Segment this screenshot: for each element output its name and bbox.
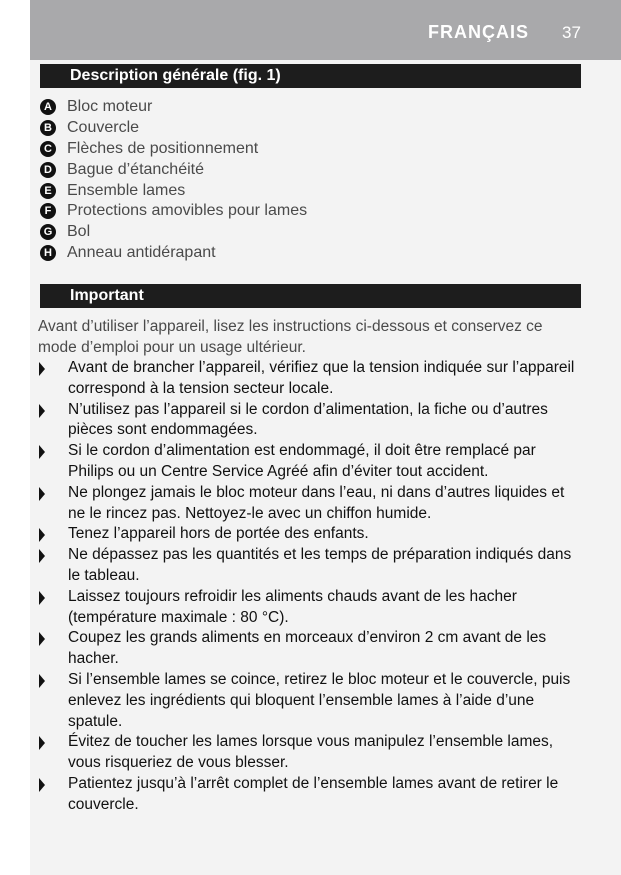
page-number: 37 <box>562 23 581 42</box>
bullet-text: Si l’ensemble lames se coince, retirez le bloc moteur et le couvercle, puis enlevez les ingrédients qui bloquent l’ensemble lames à l’aide d’une spatule. <box>68 670 571 730</box>
bullet-arrow-icon <box>39 362 45 376</box>
part-label: Couvercle <box>67 119 140 137</box>
bullet-text: Avant de brancher l’appareil, vérifiez que la tension indiquée sur l’appareil correspond à la tension secteur locale. <box>68 359 575 397</box>
list-item <box>38 670 583 732</box>
list-item <box>40 222 307 243</box>
list-item <box>40 97 307 118</box>
language-label: FRANÇAIS <box>428 22 529 42</box>
bullet-text: Tenez l’appareil hors de portée des enfants. <box>68 525 369 543</box>
letter-badge-icon: E <box>40 183 56 199</box>
letter-badge-icon: B <box>40 120 56 136</box>
part-label: Bol <box>67 223 91 241</box>
bullet-arrow-icon <box>39 487 45 501</box>
intro-paragraph: Avant d’utiliser l’appareil, lisez les instructions ci-dessous et conservez ce mode d’emploi pour un usage ultérieur. <box>38 318 543 356</box>
list-item <box>38 441 583 483</box>
list-item <box>38 587 583 629</box>
list-item <box>40 159 307 180</box>
letter-badge-icon: C <box>40 141 56 157</box>
bullet-arrow-icon <box>39 674 45 688</box>
letter-badge-icon: H <box>40 245 56 261</box>
bullet-text: Patientez jusqu’à l’arrêt complet de l’ensemble lames avant de retirer le couvercle. <box>68 774 559 813</box>
list-item <box>38 628 583 670</box>
safety-bullet-list <box>38 358 583 816</box>
list-item <box>38 545 583 587</box>
list-item <box>38 400 583 442</box>
bullet-arrow-icon <box>39 632 45 646</box>
bullet-text: Ne dépassez pas les quantités et les temps de préparation indiqués dans le tableau. <box>68 546 572 584</box>
bullet-text: Laissez toujours refroidir les aliments chauds avant de les hacher (température maximale : 80 °C). <box>68 587 517 626</box>
bullet-arrow-icon <box>39 778 45 792</box>
list-item <box>40 139 307 160</box>
bullet-arrow-icon <box>39 549 45 563</box>
letter-badge-icon: F <box>40 203 56 219</box>
part-label: Protections amovibles pour lames <box>67 202 308 220</box>
list-item <box>38 524 583 545</box>
list-item <box>40 180 307 201</box>
section-title-important: Important <box>40 284 581 308</box>
part-label: Anneau antidérapant <box>67 243 216 261</box>
bullet-arrow-icon <box>39 445 45 459</box>
bullet-text: N’utilisez pas l’appareil si le cordon d’alimentation, la fiche ou d’autres pièces sont endommagées. <box>68 400 548 439</box>
parts-list <box>40 97 307 263</box>
list-item <box>38 358 583 400</box>
letter-badge-icon: D <box>40 162 56 178</box>
header-margin <box>0 0 30 60</box>
bullet-arrow-icon <box>39 736 45 750</box>
bullet-arrow-icon <box>39 404 45 418</box>
letter-badge-icon: A <box>40 99 56 115</box>
list-item <box>38 483 583 525</box>
bullet-text: Ne plongez jamais le bloc moteur dans l’eau, ni dans d’autres liquides et ne le rincez pas. Nettoyez-le avec un chiffon humide. <box>68 483 565 522</box>
section-title-description: Description générale (fig. 1) <box>40 64 581 88</box>
part-label: Flèches de positionnement <box>67 139 259 157</box>
part-label: Bloc moteur <box>67 98 153 116</box>
bullet-text: Coupez les grands aliments en morceaux d’environ 2 cm avant de les hacher. <box>68 629 547 668</box>
bullet-arrow-icon <box>39 591 45 605</box>
part-label: Bague d’étanchéité <box>67 160 204 178</box>
bullet-text: Si le cordon d’alimentation est endommagé, il doit être remplacé par Philips ou un Centre Service Agréé afin d’éviter tout accident. <box>68 442 536 480</box>
list-item <box>38 774 583 816</box>
list-item <box>40 118 307 139</box>
part-label: Ensemble lames <box>67 181 186 199</box>
list-item <box>40 201 307 222</box>
bullet-arrow-icon <box>39 528 45 542</box>
bullet-text: Évitez de toucher les lames lorsque vous manipulez l’ensemble lames, vous risqueriez de vous blesser. <box>68 733 554 772</box>
list-item <box>38 732 583 774</box>
list-item <box>40 243 307 264</box>
letter-badge-icon: G <box>40 224 56 240</box>
